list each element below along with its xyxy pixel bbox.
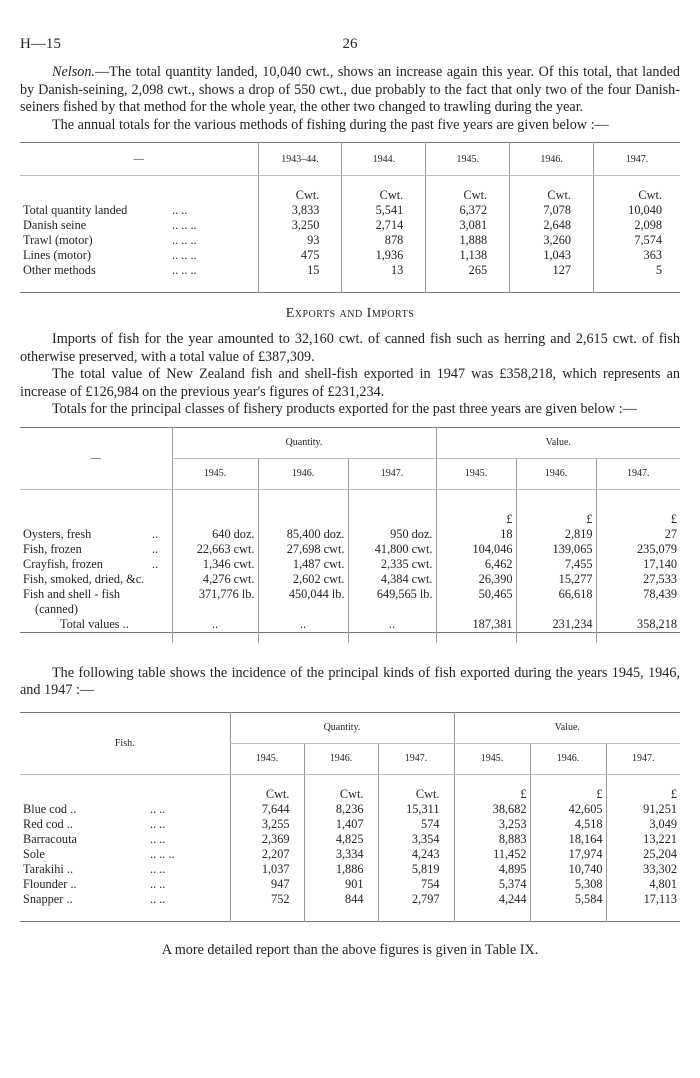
table2-value-cell: 27,533 (596, 572, 680, 587)
table1-cell: 2,098 (594, 218, 681, 233)
table3-quantity-cell: 947 (230, 877, 304, 892)
table3-year-header: 1947. (378, 743, 454, 774)
table1-cell: 10,040 (594, 203, 681, 218)
table3-quantity-cell: 1,886 (304, 862, 378, 877)
table1-unit: Cwt. (594, 188, 681, 203)
table1-row (20, 218, 680, 233)
table3-row (20, 892, 680, 907)
table1-cell: 3,081 (426, 218, 510, 233)
table1-cell: 1,138 (426, 248, 510, 263)
table2-total-quantity: .. (348, 617, 436, 633)
table3-row (20, 832, 680, 847)
table2-quantity-cell: 450,044 lb. (258, 587, 348, 617)
table3-value-cell: 5,308 (530, 877, 606, 892)
table2-row (20, 587, 680, 617)
table1-unit: Cwt. (258, 188, 342, 203)
table1-cell: 1,043 (510, 248, 594, 263)
table1-row-label: Trawl (motor) .. .. .. (23, 233, 197, 247)
table3-value-cell: 3,253 (454, 817, 530, 832)
table1-cell: 3,260 (510, 233, 594, 248)
nelson-paragraph (20, 64, 680, 117)
exports-paragraph: The total value of New Zealand fish and shell-fish exported in 1947 was £358,218, which represents an increase of £126,984 on the previous year's figures of £231,234. (20, 366, 680, 400)
table3-quantity-cell: 2,369 (230, 832, 304, 847)
table1-row-label: Other methods .. .. .. (23, 263, 197, 277)
table1-row (20, 248, 680, 263)
table3-value-cell: 4,518 (530, 817, 606, 832)
table2-quantity-cell: 4,384 cwt. (348, 572, 436, 587)
table3-quantity-cell: 901 (304, 877, 378, 892)
table2-quantity-cell: 4,276 cwt. (172, 572, 258, 587)
document-page (20, 36, 680, 959)
table3-value-cell: 4,244 (454, 892, 530, 907)
table3-row-label: Blue cod .. .. .. (23, 801, 166, 816)
table2-quantity-cell: 2,335 cwt. (348, 557, 436, 572)
table3-row (20, 877, 680, 892)
table1-year-header: 1947. (594, 143, 681, 176)
table1-cell: 127 (510, 263, 594, 278)
table3-quantity-cell: 15,311 (378, 802, 454, 817)
table3-value-unit: £ (530, 787, 606, 802)
footer-note: A more detailed report than the above figures is given in Table IX. (161, 941, 539, 958)
table1-cell: 265 (426, 263, 510, 278)
table3-quantity-cell: 754 (378, 877, 454, 892)
table2-row (20, 557, 680, 572)
table1-row (20, 263, 680, 278)
nelson-lead: Nelson. (52, 64, 95, 80)
table2-row-label: Fish, smoked, dried, &c. (23, 571, 145, 586)
table2-value-cell: 7,455 (516, 557, 596, 572)
table3-year-header: 1945. (230, 743, 304, 774)
table1-unit: Cwt. (426, 188, 510, 203)
table3-quantity-cell: 574 (378, 817, 454, 832)
table1-cell: 3,833 (258, 203, 342, 218)
table3-value-cell: 8,883 (454, 832, 530, 847)
table2-value-cell: 235,079 (596, 542, 680, 557)
table2-total-quantity: .. (258, 617, 348, 633)
table2-quantity-cell: 1,346 cwt. (172, 557, 258, 572)
table3-year-header: 1946. (304, 743, 378, 774)
table2-quantity-cell: 85,400 doz. (258, 527, 348, 542)
table1-row-label: Lines (motor) .. .. .. (23, 248, 197, 262)
table3-value-cell: 38,682 (454, 802, 530, 817)
table3-value-unit: £ (454, 787, 530, 802)
table3-year-header: 1945. (454, 743, 530, 774)
table3-quantity-cell: 4,825 (304, 832, 378, 847)
table2-value-cell: 2,819 (516, 527, 596, 542)
report-code: H—15 (20, 36, 61, 52)
table1-cell: 6,372 (426, 203, 510, 218)
table2-quantity-cell: 649,565 lb. (348, 587, 436, 617)
table3-quantity-cell: 5,819 (378, 862, 454, 877)
nelson-text: —The total quantity landed, 10,040 cwt., shows an increase again this year. Of this total, that landed by Danish-seining, 2,098 cwt., shows a drop of 550 cwt., due probably to the fact that only two of the four Danish-seiners fished by that method for the whole year, the other two changed to trawling during the year. (20, 64, 680, 115)
table2-value-unit: £ (596, 512, 680, 527)
fish-kinds-table (20, 712, 680, 922)
table1-cell: 7,078 (510, 203, 594, 218)
table3-value-header: Value. (454, 712, 680, 743)
table2-row (20, 572, 680, 587)
table3-quantity-cell: 2,797 (378, 892, 454, 907)
table2-value-cell: 66,618 (516, 587, 596, 617)
table2-quantity-cell: 41,800 cwt. (348, 542, 436, 557)
table2-quantity-cell: 27,698 cwt. (258, 542, 348, 557)
imports-paragraph: Imports of fish for the year amounted to 32,160 cwt. of canned fish such as herring and 2,615 cwt. of fish otherwise preserved, with a total value of £387,309. (20, 331, 680, 365)
table2-value-cell: 78,439 (596, 587, 680, 617)
table2-year-header: 1945. (172, 458, 258, 489)
table3-value-cell: 13,221 (606, 832, 680, 847)
table2-quantity-cell: 2,602 cwt. (258, 572, 348, 587)
table2-value-cell: 139,065 (516, 542, 596, 557)
table3-quantity-cell: 844 (304, 892, 378, 907)
table2-total-quantity: .. (172, 617, 258, 633)
table3-value-cell: 42,605 (530, 802, 606, 817)
incidence-paragraph: The following table shows the incidence of the principal kinds of fish exported during the years 1945, 1946, and 1947 :— (20, 664, 680, 698)
table3-year-header: 1946. (530, 743, 606, 774)
table3-quantity-cell: 3,334 (304, 847, 378, 862)
table3-value-cell: 4,801 (606, 877, 680, 892)
table3-value-cell: 18,164 (530, 832, 606, 847)
table2-total-value: 231,234 (516, 617, 596, 633)
table1-year-header: 1945. (426, 143, 510, 176)
table2-value-cell: 50,465 (436, 587, 516, 617)
table3-value-cell: 10,740 (530, 862, 606, 877)
table3-value-unit: £ (606, 787, 680, 802)
table1-cell: 1,888 (426, 233, 510, 248)
table1-year-header: 1943–44. (258, 143, 342, 176)
table3-row (20, 817, 680, 832)
table2-value-cell: 6,462 (436, 557, 516, 572)
table1-row-label: Total quantity landed .. .. (23, 203, 188, 217)
table3-value-cell: 3,049 (606, 817, 680, 832)
table1-cell: 93 (258, 233, 342, 248)
table1-cell: 2,648 (510, 218, 594, 233)
table2-year-header: 1947. (348, 458, 436, 489)
table2-row (20, 527, 680, 542)
table2-year-header: 1947. (596, 458, 680, 489)
table2-total-value: 187,381 (436, 617, 516, 633)
table3-fish-header: Fish. (20, 712, 230, 774)
table3-quantity-cell: 3,354 (378, 832, 454, 847)
table2-value-unit: £ (516, 512, 596, 527)
page-header (20, 36, 680, 64)
table2-total-label: Total values .. (60, 616, 129, 631)
table2-year-header: 1946. (258, 458, 348, 489)
table1-cell: 363 (594, 248, 681, 263)
table1-cell: 5,541 (342, 203, 426, 218)
table1-cell: 1,936 (342, 248, 426, 263)
table3-year-header: 1947. (606, 743, 680, 774)
exports-classes-table (20, 427, 680, 643)
table3-quantity-cell: 752 (230, 892, 304, 907)
table3-row-label: Sole .. .. .. (23, 846, 175, 861)
table3-row-label: Barracouta .. .. (23, 831, 166, 846)
table2-quantity-cell: 22,663 cwt. (172, 542, 258, 557)
table3-row (20, 847, 680, 862)
table2-value-cell: 26,390 (436, 572, 516, 587)
table1-cell: 3,250 (258, 218, 342, 233)
table1-year-header: 1944. (342, 143, 426, 176)
table2-value-unit: £ (436, 512, 516, 527)
table3-row (20, 802, 680, 817)
table1-row (20, 233, 680, 248)
table3-value-cell: 5,374 (454, 877, 530, 892)
table2-year-header: 1945. (436, 458, 516, 489)
table2-quantity-header: Quantity. (172, 427, 436, 458)
table3-value-cell: 17,113 (606, 892, 680, 907)
table2-value-cell: 104,046 (436, 542, 516, 557)
totals-intro: Totals for the principal classes of fishery products exported for the past three years are given below :— (52, 401, 637, 417)
table3-quantity-unit: Cwt. (230, 787, 304, 802)
table3-value-cell: 17,974 (530, 847, 606, 862)
table1-corner: — (20, 143, 258, 176)
table1-cell: 878 (342, 233, 426, 248)
table3-quantity-cell: 7,644 (230, 802, 304, 817)
table1-row-label: Danish seine .. .. .. (23, 218, 197, 232)
table2-value-cell: 27 (596, 527, 680, 542)
table1-cell: 475 (258, 248, 342, 263)
table2-row-label: Fish and shell - fish (canned) (23, 586, 121, 616)
table2-corner: — (20, 427, 172, 489)
table3-quantity-cell: 1,407 (304, 817, 378, 832)
table1-cell: 15 (258, 263, 342, 278)
table3-row-label: Tarakihi .. .. .. (23, 861, 166, 876)
exports-heading: Exports and Imports (285, 306, 415, 321)
table1-row (20, 203, 680, 218)
table3-row-label: Flounder .. .. .. (23, 876, 166, 891)
table3-quantity-cell: 1,037 (230, 862, 304, 877)
table2-row-label: Fish, frozen .. (23, 541, 159, 556)
table2-value-cell: 18 (436, 527, 516, 542)
table2-row-label: Oysters, fresh .. (23, 526, 159, 541)
table1-unit: Cwt. (510, 188, 594, 203)
table2-row-label: Crayfish, frozen .. (23, 556, 159, 571)
table3-value-cell: 91,251 (606, 802, 680, 817)
table3-quantity-cell: 2,207 (230, 847, 304, 862)
table2-quantity-cell: 950 doz. (348, 527, 436, 542)
table1-cell: 2,714 (342, 218, 426, 233)
table3-quantity-cell: 4,243 (378, 847, 454, 862)
table3-quantity-header: Quantity. (230, 712, 454, 743)
table3-value-cell: 25,204 (606, 847, 680, 862)
table1-year-header: 1946. (510, 143, 594, 176)
table2-year-header: 1946. (516, 458, 596, 489)
table3-row-label: Red cod .. .. .. (23, 816, 166, 831)
table2-value-header: Value. (436, 427, 680, 458)
table3-row-label: Snapper .. .. .. (23, 891, 166, 906)
table2-quantity-cell: 1,487 cwt. (258, 557, 348, 572)
table3-quantity-unit: Cwt. (378, 787, 454, 802)
page-number: 26 (342, 36, 358, 52)
table3-quantity-cell: 3,255 (230, 817, 304, 832)
table3-value-cell: 4,895 (454, 862, 530, 877)
table3-value-cell: 33,302 (606, 862, 680, 877)
table3-value-cell: 11,452 (454, 847, 530, 862)
table1-cell: 7,574 (594, 233, 681, 248)
table2-quantity-cell: 640 doz. (172, 527, 258, 542)
table1-unit: Cwt. (342, 188, 426, 203)
table1-cell: 13 (342, 263, 426, 278)
table1-cell: 5 (594, 263, 681, 278)
fishing-methods-table (20, 142, 680, 293)
annual-intro: The annual totals for the various methods of fishing during the past five years are given below :— (52, 116, 609, 133)
table3-quantity-cell: 8,236 (304, 802, 378, 817)
table3-quantity-unit: Cwt. (304, 787, 378, 802)
table2-row (20, 542, 680, 557)
table2-value-cell: 17,140 (596, 557, 680, 572)
table3-value-cell: 5,584 (530, 892, 606, 907)
table2-value-cell: 15,277 (516, 572, 596, 587)
table2-quantity-cell: 371,776 lb. (172, 587, 258, 617)
table2-total-value: 358,218 (596, 617, 680, 633)
table3-row (20, 862, 680, 877)
